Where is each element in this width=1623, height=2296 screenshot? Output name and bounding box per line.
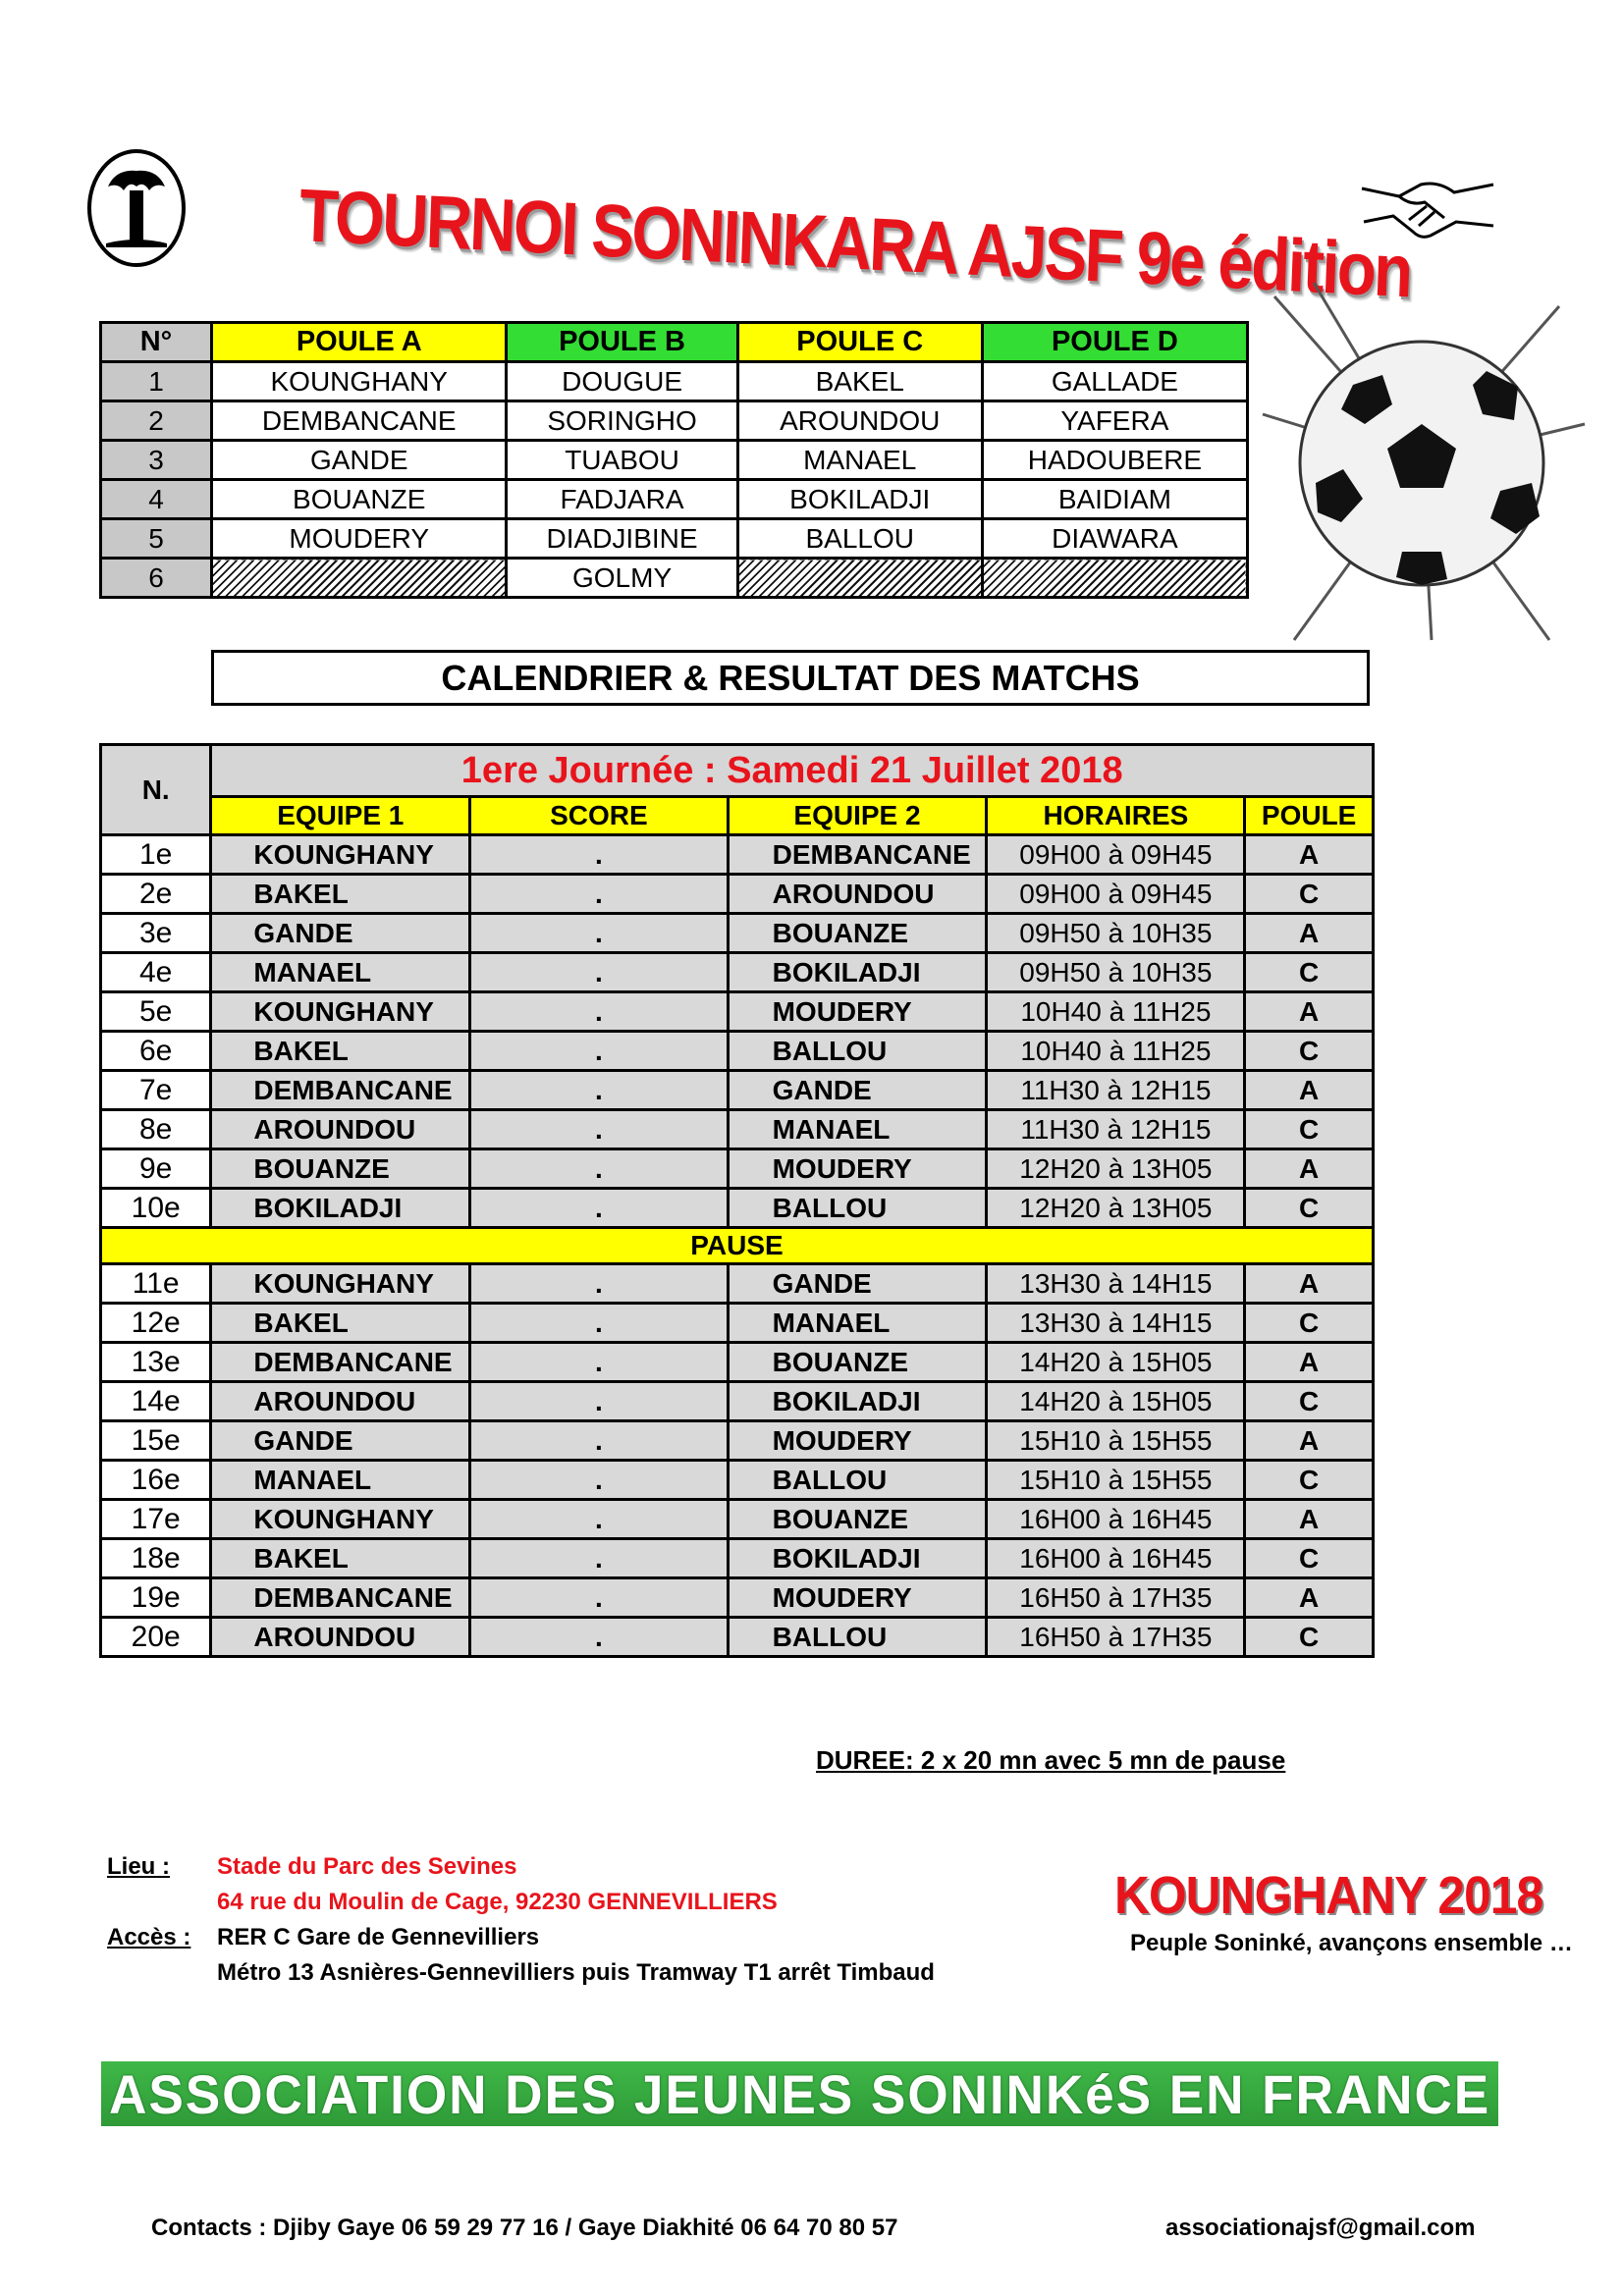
match-time: 12H20 à 13H05 — [987, 1149, 1245, 1189]
match-team2: MOUDERY — [728, 1421, 987, 1461]
match-number: 2e — [101, 875, 211, 914]
match-poule: A — [1245, 1421, 1374, 1461]
match-team2: MOUDERY — [728, 1149, 987, 1189]
match-number: 1e — [101, 835, 211, 875]
match-number: 9e — [101, 1149, 211, 1189]
match-poule: C — [1245, 1382, 1374, 1421]
match-row — [101, 1264, 1374, 1304]
match-team1: MANAEL — [211, 1461, 470, 1500]
pool-c-header: POULE C — [737, 323, 982, 362]
match-score: . — [470, 1343, 728, 1382]
match-score: . — [470, 1618, 728, 1657]
pool-empty-cell — [982, 559, 1247, 598]
pool-row-number: 1 — [101, 362, 212, 401]
kounghany-2018-logo: KOUNGHANY 2018 — [1114, 1866, 1543, 1925]
pool-team: YAFERA — [982, 401, 1247, 441]
pool-d-header: POULE D — [982, 323, 1247, 362]
venue-address: 64 rue du Moulin de Cage, 92230 GENNEVILLIERS — [217, 1889, 778, 1915]
match-number: 10e — [101, 1189, 211, 1228]
match-team1: GANDE — [211, 914, 470, 953]
match-poule: C — [1245, 1539, 1374, 1578]
match-row — [101, 835, 1374, 875]
pool-team: FADJARA — [507, 480, 737, 519]
match-row — [101, 1304, 1374, 1343]
col-header-poule: POULE — [1245, 797, 1374, 835]
match-team2: MOUDERY — [728, 1578, 987, 1618]
match-number: 6e — [101, 1032, 211, 1071]
acces-metro: Métro 13 Asnières-Gennevilliers puis Tramway T1 arrêt Timbaud — [217, 1959, 935, 1986]
match-poule: A — [1245, 835, 1374, 875]
match-poule: A — [1245, 992, 1374, 1032]
match-row — [101, 1149, 1374, 1189]
pool-b-header: POULE B — [507, 323, 737, 362]
match-row — [101, 1189, 1374, 1228]
match-number: 5e — [101, 992, 211, 1032]
match-team1: BOKILADJI — [211, 1189, 470, 1228]
match-score: . — [470, 1421, 728, 1461]
pool-team: KOUNGHANY — [212, 362, 507, 401]
match-number: 3e — [101, 914, 211, 953]
match-team2: DEMBANCANE — [728, 835, 987, 875]
match-team2: BOKILADJI — [728, 1539, 987, 1578]
match-team1: AROUNDOU — [211, 1110, 470, 1149]
match-poule: A — [1245, 1071, 1374, 1110]
match-number: 16e — [101, 1461, 211, 1500]
match-team1: MANAEL — [211, 953, 470, 992]
pool-team: MOUDERY — [212, 519, 507, 559]
pools-table — [99, 321, 1249, 599]
match-team2: BOKILADJI — [728, 953, 987, 992]
pool-team: DIAWARA — [982, 519, 1247, 559]
match-row — [101, 1539, 1374, 1578]
match-poule: A — [1245, 1264, 1374, 1304]
match-team2: BALLOU — [728, 1461, 987, 1500]
match-team2: BALLOU — [728, 1618, 987, 1657]
match-poule: A — [1245, 1578, 1374, 1618]
match-score: . — [470, 1304, 728, 1343]
match-team2: BALLOU — [728, 1032, 987, 1071]
match-score: . — [470, 992, 728, 1032]
pool-team: GANDE — [212, 441, 507, 480]
match-row — [101, 1578, 1374, 1618]
match-team2: MOUDERY — [728, 992, 987, 1032]
match-time: 14H20 à 15H05 — [987, 1382, 1245, 1421]
match-poule: C — [1245, 1032, 1374, 1071]
pool-team: AROUNDOU — [737, 401, 982, 441]
match-score: . — [470, 1110, 728, 1149]
match-row — [101, 992, 1374, 1032]
soccer-ball-icon — [1255, 277, 1589, 645]
match-time: 12H20 à 13H05 — [987, 1189, 1245, 1228]
match-team1: DEMBANCANE — [211, 1343, 470, 1382]
match-poule: A — [1245, 914, 1374, 953]
match-score: . — [470, 1382, 728, 1421]
match-score: . — [470, 1539, 728, 1578]
col-header-team1: EQUIPE 1 — [211, 797, 470, 835]
match-team1: DEMBANCANE — [211, 1071, 470, 1110]
match-duration: DUREE: 2 x 20 mn avec 5 mn de pause — [816, 1745, 1286, 1775]
match-score: . — [470, 1500, 728, 1539]
pool-team: DEMBANCANE — [212, 401, 507, 441]
match-team2: BOKILADJI — [728, 1382, 987, 1421]
pool-row-number: 6 — [101, 559, 212, 598]
match-team2: BOUANZE — [728, 1500, 987, 1539]
match-time: 09H00 à 09H45 — [987, 875, 1245, 914]
pool-team: BOKILADJI — [737, 480, 982, 519]
match-team1: BAKEL — [211, 1539, 470, 1578]
match-score: . — [470, 1189, 728, 1228]
pool-team: DIADJIBINE — [507, 519, 737, 559]
pool-team: SORINGHO — [507, 401, 737, 441]
pool-team: TUABOU — [507, 441, 737, 480]
match-time: 11H30 à 12H15 — [987, 1110, 1245, 1149]
match-row — [101, 1071, 1374, 1110]
match-poule: C — [1245, 875, 1374, 914]
match-number: 14e — [101, 1382, 211, 1421]
day-title: 1ere Journée : Samedi 21 Juillet 2018 — [211, 745, 1374, 797]
match-poule: C — [1245, 1189, 1374, 1228]
match-number: 17e — [101, 1500, 211, 1539]
slogan: Peuple Soninké, avançons ensemble … — [1130, 1930, 1573, 1956]
pool-row-number: 3 — [101, 441, 212, 480]
match-score: . — [470, 835, 728, 875]
match-time: 10H40 à 11H25 — [987, 1032, 1245, 1071]
match-row — [101, 953, 1374, 992]
match-team1: BAKEL — [211, 1032, 470, 1071]
pool-row-number: 5 — [101, 519, 212, 559]
match-team1: GANDE — [211, 1421, 470, 1461]
match-number: 8e — [101, 1110, 211, 1149]
match-row — [101, 1343, 1374, 1382]
pool-team: GALLADE — [982, 362, 1247, 401]
pool-team: GOLMY — [507, 559, 737, 598]
pool-team: DOUGUE — [507, 362, 737, 401]
match-row — [101, 1110, 1374, 1149]
match-team2: BOUANZE — [728, 914, 987, 953]
pool-team: HADOUBERE — [982, 441, 1247, 480]
match-score: . — [470, 875, 728, 914]
pool-a-header: POULE A — [212, 323, 507, 362]
pool-row — [101, 362, 1248, 401]
match-number: 12e — [101, 1304, 211, 1343]
match-time: 09H50 à 10H35 — [987, 914, 1245, 953]
match-time: 11H30 à 12H15 — [987, 1071, 1245, 1110]
match-poule: A — [1245, 1500, 1374, 1539]
match-score: . — [470, 1071, 728, 1110]
pool-row — [101, 519, 1248, 559]
pool-row-number: 4 — [101, 480, 212, 519]
match-team1: KOUNGHANY — [211, 992, 470, 1032]
pool-team: MANAEL — [737, 441, 982, 480]
match-score: . — [470, 1461, 728, 1500]
pool-team: BAKEL — [737, 362, 982, 401]
baobab-logo-icon — [86, 147, 187, 269]
match-poule: C — [1245, 1110, 1374, 1149]
col-header-team2: EQUIPE 2 — [728, 797, 987, 835]
pool-row-number: 2 — [101, 401, 212, 441]
match-team2: AROUNDOU — [728, 875, 987, 914]
match-team2: MANAEL — [728, 1304, 987, 1343]
acces-label: Accès : — [107, 1924, 191, 1950]
pool-row — [101, 480, 1248, 519]
match-time: 16H50 à 17H35 — [987, 1618, 1245, 1657]
match-number: 19e — [101, 1578, 211, 1618]
match-number: 18e — [101, 1539, 211, 1578]
match-number: 15e — [101, 1421, 211, 1461]
pool-empty-cell — [737, 559, 982, 598]
pool-team: BAIDIAM — [982, 480, 1247, 519]
match-team2: GANDE — [728, 1071, 987, 1110]
match-row — [101, 1421, 1374, 1461]
match-number: 4e — [101, 953, 211, 992]
contacts-line: Contacts : Djiby Gaye 06 59 29 77 16 / Gaye Diakhité 06 64 70 80 57 — [151, 2215, 898, 2241]
pool-team: BOUANZE — [212, 480, 507, 519]
venue-name: Stade du Parc des Sevines — [217, 1853, 517, 1880]
match-poule: C — [1245, 1461, 1374, 1500]
match-score: . — [470, 1149, 728, 1189]
match-number: 13e — [101, 1343, 211, 1382]
match-row — [101, 1500, 1374, 1539]
match-number-header: N. — [101, 745, 211, 835]
match-team1: DEMBANCANE — [211, 1578, 470, 1618]
match-team2: GANDE — [728, 1264, 987, 1304]
match-time: 16H00 à 16H45 — [987, 1500, 1245, 1539]
match-row — [101, 914, 1374, 953]
match-team1: BOUANZE — [211, 1149, 470, 1189]
match-team2: BOUANZE — [728, 1343, 987, 1382]
match-number: 11e — [101, 1264, 211, 1304]
match-time: 14H20 à 15H05 — [987, 1343, 1245, 1382]
match-time: 13H30 à 14H15 — [987, 1304, 1245, 1343]
lieu-label: Lieu : — [107, 1853, 170, 1880]
handshake-icon — [1360, 167, 1497, 253]
match-poule: A — [1245, 1343, 1374, 1382]
match-poule: A — [1245, 1149, 1374, 1189]
match-time: 16H00 à 16H45 — [987, 1539, 1245, 1578]
tournament-title: TOURNOI SONINKARA AJSF 9e édition — [298, 174, 1413, 314]
match-time: 09H50 à 10H35 — [987, 953, 1245, 992]
col-header-score: SCORE — [470, 797, 728, 835]
match-score: . — [470, 953, 728, 992]
match-poule: C — [1245, 1304, 1374, 1343]
match-team1: AROUNDOU — [211, 1618, 470, 1657]
match-poule: C — [1245, 953, 1374, 992]
match-time: 16H50 à 17H35 — [987, 1578, 1245, 1618]
acces-rer: RER C Gare de Gennevilliers — [217, 1924, 540, 1950]
match-number: 7e — [101, 1071, 211, 1110]
pool-row — [101, 441, 1248, 480]
match-time: 15H10 à 15H55 — [987, 1461, 1245, 1500]
col-header-time: HORAIRES — [987, 797, 1245, 835]
pause-row: PAUSE — [101, 1228, 1374, 1264]
association-name: ASSOCIATION DES JEUNES SONINKéS EN FRANCE — [108, 2062, 1491, 2125]
match-team2: MANAEL — [728, 1110, 987, 1149]
match-team2: BALLOU — [728, 1189, 987, 1228]
match-time: 15H10 à 15H55 — [987, 1421, 1245, 1461]
match-score: . — [470, 914, 728, 953]
match-time: 09H00 à 09H45 — [987, 835, 1245, 875]
match-row — [101, 1618, 1374, 1657]
match-team1: KOUNGHANY — [211, 1264, 470, 1304]
association-banner — [101, 2061, 1498, 2126]
match-score: . — [470, 1032, 728, 1071]
match-row — [101, 875, 1374, 914]
match-team1: BAKEL — [211, 875, 470, 914]
calendar-banner: CALENDRIER & RESULTAT DES MATCHS — [211, 650, 1370, 706]
match-row — [101, 1382, 1374, 1421]
match-time: 10H40 à 11H25 — [987, 992, 1245, 1032]
match-score: . — [470, 1264, 728, 1304]
pool-empty-cell — [212, 559, 507, 598]
match-team1: BAKEL — [211, 1304, 470, 1343]
pool-team: BALLOU — [737, 519, 982, 559]
match-team1: KOUNGHANY — [211, 1500, 470, 1539]
pools-num-header: N° — [101, 323, 212, 362]
match-row — [101, 1461, 1374, 1500]
match-team1: AROUNDOU — [211, 1382, 470, 1421]
match-row — [101, 1032, 1374, 1071]
matches-table — [99, 743, 1375, 1658]
match-poule: C — [1245, 1618, 1374, 1657]
match-score: . — [470, 1578, 728, 1618]
match-team1: KOUNGHANY — [211, 835, 470, 875]
contact-email[interactable]: associationajsf@gmail.com — [1165, 2215, 1476, 2241]
match-number: 20e — [101, 1618, 211, 1657]
pool-row — [101, 559, 1248, 598]
pool-row — [101, 401, 1248, 441]
match-time: 13H30 à 14H15 — [987, 1264, 1245, 1304]
